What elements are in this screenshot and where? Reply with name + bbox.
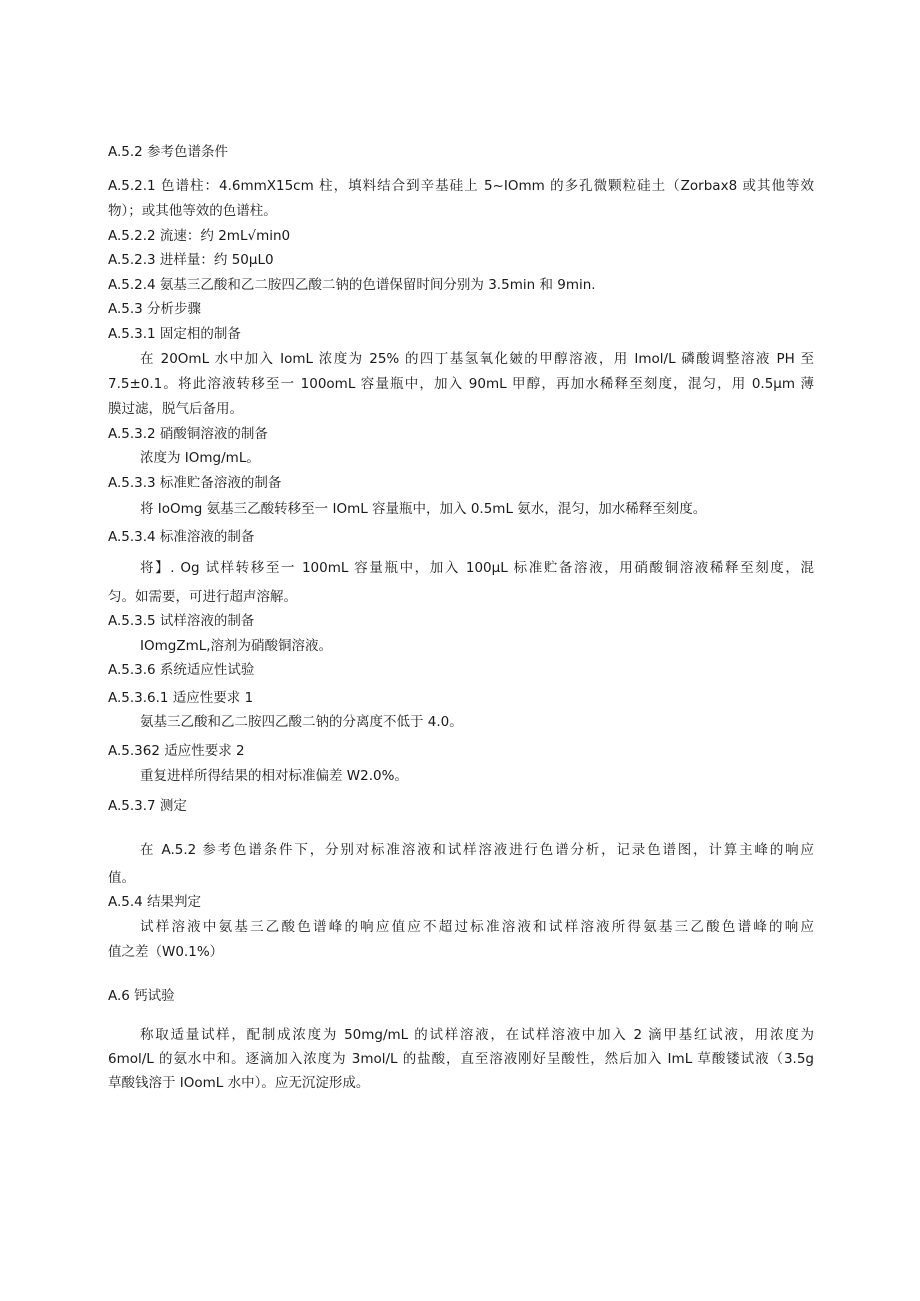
item-a5224: A.5.2.4 氨基三乙酸和乙二胺四乙酸二钠的色谱保留时间分别为 3.5min 和 9min.: [108, 277, 596, 293]
paragraph-line: 氨基三乙酸和乙二胺四乙酸二钠的分离度不低于 4.0。: [140, 714, 463, 730]
heading-a531: A.5.3.1 固定相的制备: [108, 326, 241, 342]
paragraph-line: 将】. Og 试样转移至一 100mL 容量瓶中，加入 100μL 标准贮备溶液，用硝酸铜溶液稀释至刻度，混: [140, 560, 814, 576]
paragraph-line: 草酸钱溶于 IOomL 水中）。应无沉淀形成。: [108, 1075, 370, 1091]
paragraph-line: 称取适量试样，配制成浓度为 50mg∕mL 的试样溶液，在试样溶液中加入 2 滴甲基红试液，用浓度为: [140, 1027, 814, 1043]
heading-a537: A.5.3.7 测定: [108, 798, 187, 814]
paragraph-line: 在 A.5.2 参考色谱条件下，分别对标准溶液和试样溶液进行色谱分析，记录色谱图，计算主峰的响应: [140, 842, 814, 858]
paragraph-line: A.5.2.1 色谱柱：4.6mmX15cm 柱，填料结合到辛基硅上 5~IOmm 的多孔微颗粒硅土（Zorbax8 或其他等效: [108, 178, 814, 194]
heading-a5362: A.5.362 适应性要求 2: [108, 743, 245, 759]
paragraph-line: 在 20OmL 水中加入 IomL 浓度为 25% 的四丁基氢氧化皴的甲醇溶液，用 Imol/L 磷酸调整溶液 PH 至: [140, 351, 814, 367]
paragraph-line: 膜过滤，脱气后备用。: [108, 401, 243, 417]
heading-a52: A.5.2 参考色谱条件: [108, 144, 229, 160]
paragraph-line: 7.5±0.1。将此溶液转移至一 100omL 容量瓶中，加入 90mL 甲醇，再加水稀释至刻度，混匀，用 0.5μm 薄: [108, 376, 814, 392]
heading-a6: A.6 钙试验: [108, 988, 175, 1004]
paragraph-line: 试样溶液中氨基三乙酸色谱峰的响应值应不超过标准溶液和试样溶液所得氨基三乙酸色谱峰的响应: [140, 919, 814, 935]
paragraph-line: 重复进样所得结果的相对标准偏差 W2.0%。: [140, 768, 408, 784]
paragraph-line: 值之差（W0.1%）: [108, 944, 224, 960]
paragraph-line: 物）；或其他等效的色谱柱。: [108, 203, 277, 219]
heading-a5361: A.5.3.6.1 适应性要求 1: [108, 690, 254, 706]
heading-a534: A.5.3.4 标准溶液的制备: [108, 529, 255, 545]
paragraph-line: 匀。如需要，可进行超声溶解。: [108, 589, 297, 605]
paragraph-line: IOmgZmL,溶剂为硝酸铜溶液。: [140, 638, 333, 654]
heading-a533: A.5.3.3 标准贮备溶液的制备: [108, 475, 282, 491]
heading-a535: A.5.3.5 试样溶液的制备: [108, 613, 255, 629]
paragraph-line: 浓度为 IOmg/mL。: [140, 450, 260, 466]
heading-a53: A.5.3 分析步骤: [108, 301, 202, 317]
paragraph-line: 将 IoOmg 氨基三乙酸转移至一 IOmL 容量瓶中，加入 0.5mL 氨水，混匀，加水稀释至刻度。: [140, 501, 707, 517]
heading-a536: A.5.3.6 系统适应性试验: [108, 662, 255, 678]
paragraph-line: 6mol∕L 的氨水中和。逐滴加入浓度为 3mol∕L 的盐酸，直至溶液刚好呈酸性，然后加入 ImL 草酸镂试液（3.5g: [108, 1051, 814, 1067]
heading-a532: A.5.3.2 硝酸铜溶液的制备: [108, 426, 268, 442]
item-a5222: A.5.2.2 流速：约 2mL√min0: [108, 228, 291, 244]
paragraph-line: 值。: [108, 870, 135, 886]
item-a5223: A.5.2.3 进样量：约 50μL0: [108, 252, 274, 268]
heading-a54: A.5.4 结果判定: [108, 894, 202, 910]
